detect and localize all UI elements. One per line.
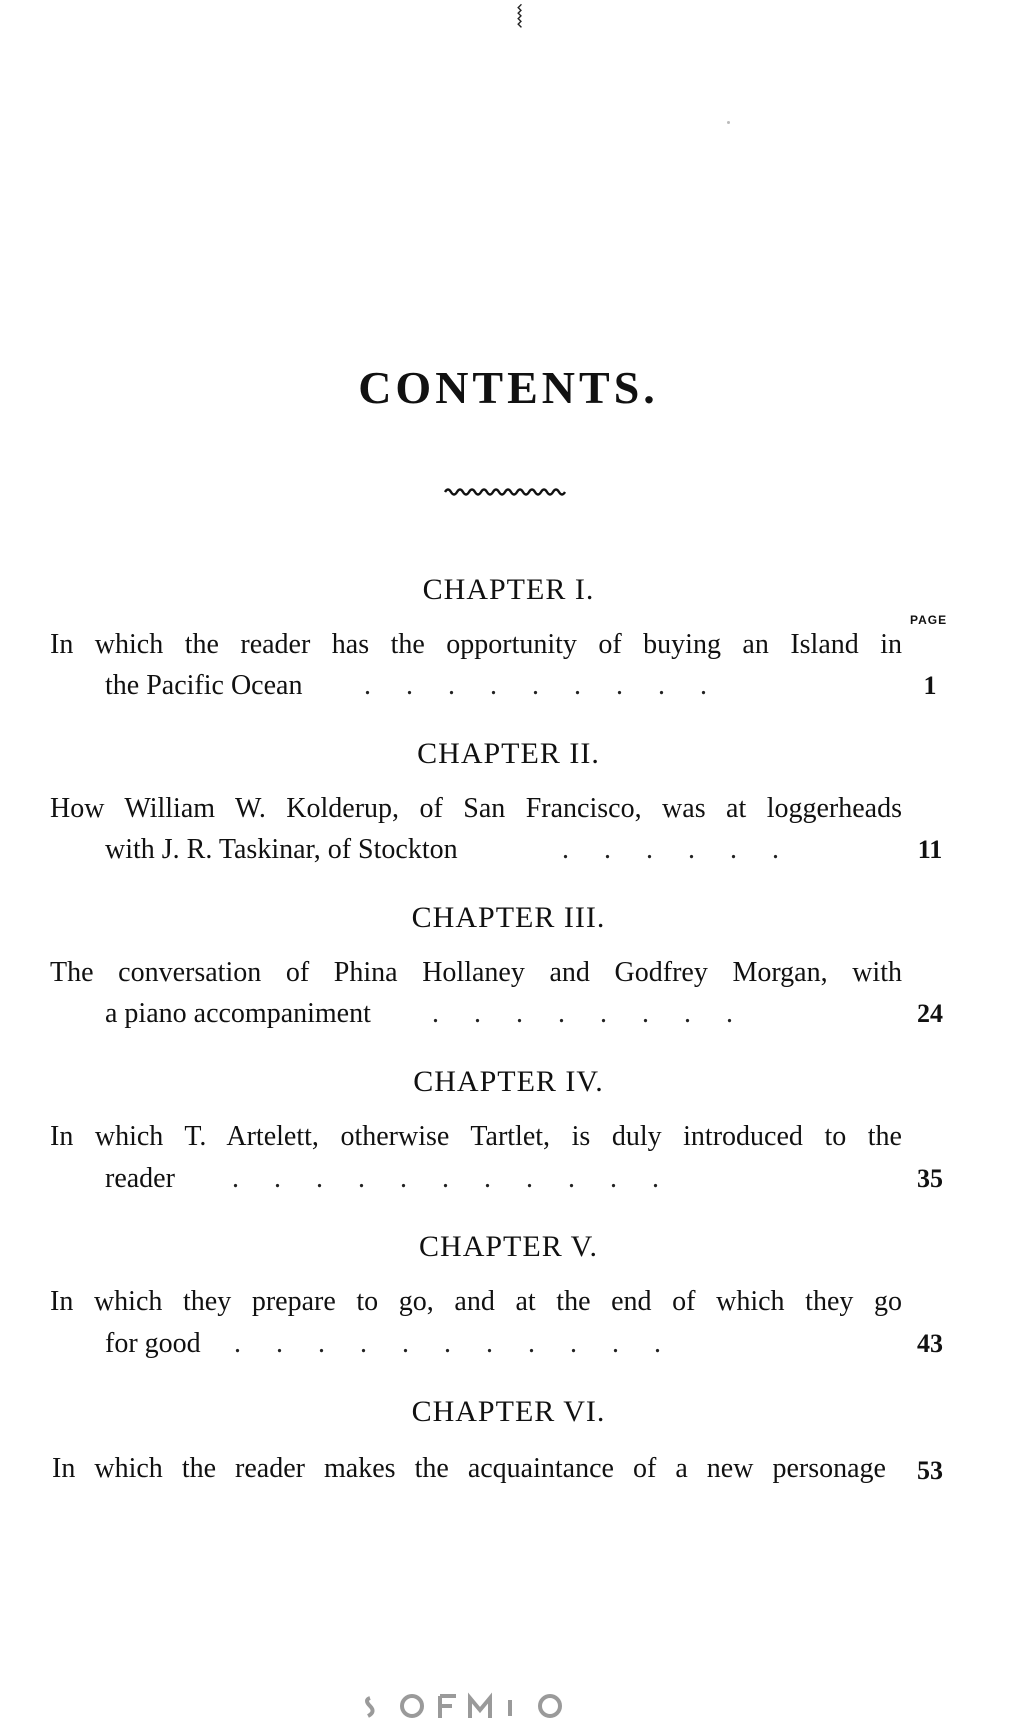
page-number: 53 <box>917 1456 943 1485</box>
chapter-title-line: reader <box>105 1163 175 1194</box>
chapter-title-line: with J. R. Taskinar, of Stockton <box>105 834 458 865</box>
chapter-title-line: In which they prepare to go, and at the end of which they go <box>50 1286 902 1317</box>
page-number: 35 <box>917 1164 943 1193</box>
dot-leader: . . . . . . <box>562 834 779 865</box>
chapter-title-line: a piano accompaniment <box>105 998 371 1029</box>
dot-leader: . . . . . . . . . <box>364 670 707 701</box>
page-number: 11 <box>917 835 943 864</box>
chapter-title-line: In which the reader has the opportunity of buying an Island in <box>50 629 902 660</box>
chapter-heading: CHAPTER III. <box>411 901 606 934</box>
chapter-title-line: the Pacific Ocean <box>105 670 303 701</box>
dot-leader: . . . . . . . . . . . <box>234 1328 661 1359</box>
page-number: 1 <box>923 671 937 700</box>
chapter-heading: CHAPTER IV. <box>413 1065 604 1098</box>
ink-speck <box>727 121 730 124</box>
page-title: CONTENTS. <box>358 362 659 413</box>
page-mark: ⧙ <box>516 0 524 35</box>
chapter-title-line: In which T. Artelett, otherwise Tartlet, is duly introduced to the <box>50 1121 902 1152</box>
dot-leader: . . . . . . . . <box>432 998 733 1029</box>
chapter-heading: CHAPTER VI. <box>411 1395 606 1428</box>
page-number: 43 <box>917 1329 943 1358</box>
chapter-heading: CHAPTER II. <box>417 737 600 770</box>
page-column-label: PAGE <box>910 613 948 627</box>
faded-stamp-mark <box>360 1690 580 1720</box>
chapter-title-line: The conversation of Phina Hollaney and Godfrey Morgan, with <box>50 957 902 988</box>
chapter-heading: CHAPTER V. <box>419 1230 598 1263</box>
wavy-rule-ornament <box>443 486 567 498</box>
chapter-title-line: How William W. Kolderup, of San Francisco, was at loggerheads <box>50 793 902 824</box>
page-number: 24 <box>917 999 943 1028</box>
chapter-title-line: In which the reader makes the acquaintance of a new personage <box>52 1453 886 1484</box>
chapter-heading: CHAPTER I. <box>422 573 595 606</box>
chapter-title-line: for good <box>105 1328 201 1359</box>
dot-leader: . . . . . . . . . . . <box>232 1163 659 1194</box>
